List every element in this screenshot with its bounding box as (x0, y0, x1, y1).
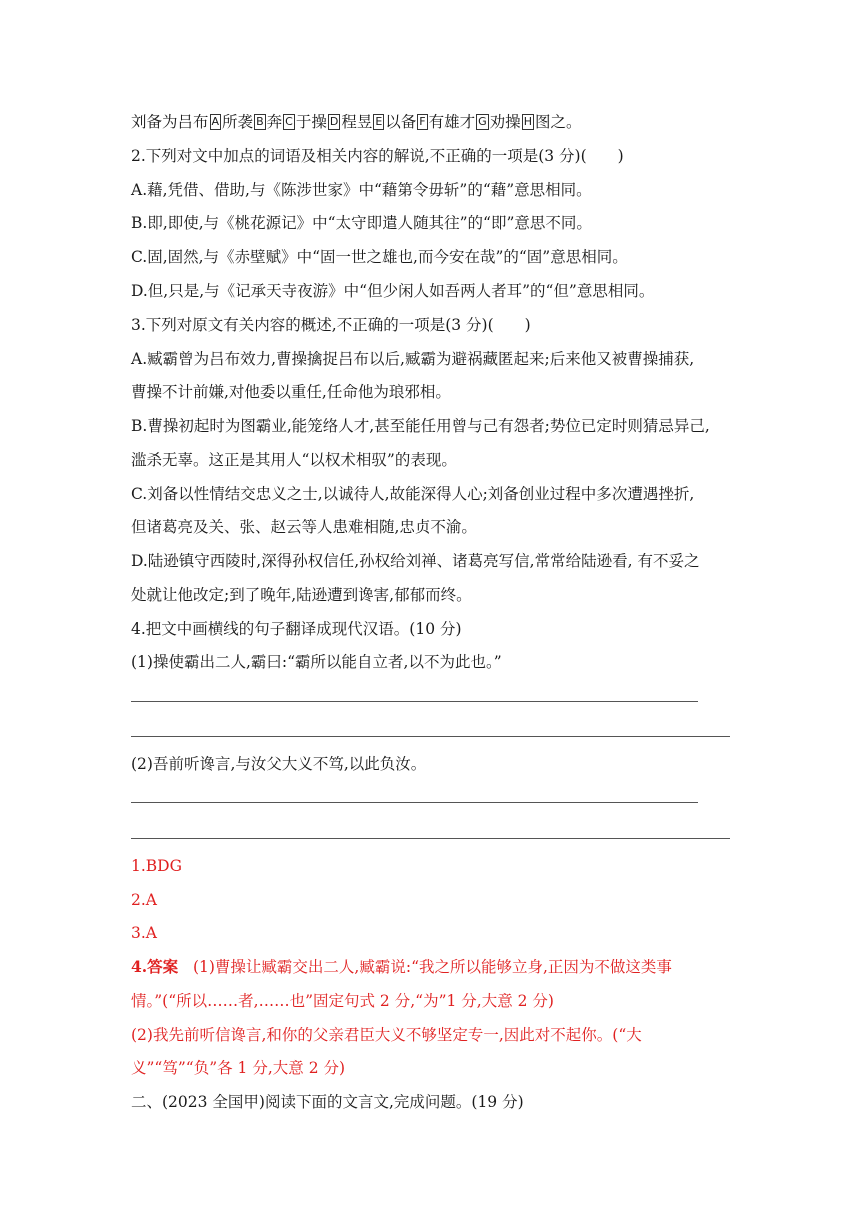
marker-box: F (419, 115, 426, 128)
q1-segment: 刘备为吕布 (131, 113, 209, 131)
answer-4-line4: 义”“笃”“负”各 1 分,大意 2 分) (131, 1059, 346, 1077)
q3-option-a-line1: A.臧霸曾为吕布效力,曹操擒捉吕布以后,臧霸为避祸藏匿起来;后来他又被曹操捕获, (131, 350, 695, 368)
q1-segment: 劝操 (489, 113, 521, 131)
q1-sentence (131, 111, 751, 133)
marker-box: B (256, 115, 264, 128)
q2-option-c: C.固,固然,与《赤壁赋》中“固一世之雄也,而今安在哉”的“固”意思相同。 (131, 248, 628, 266)
q3-option-c-line2: 但诸葛亮及关、张、赵云等人患难相随,忠贞不渝。 (131, 518, 477, 536)
q1-segment: 以备 (385, 113, 417, 131)
q1-segment: 于操 (295, 113, 327, 131)
q1-segment: 程昱 (341, 113, 373, 131)
answer-1: 1.BDG (131, 857, 182, 875)
answer-line (131, 736, 730, 737)
marker-box: C (285, 115, 293, 128)
answer-line (131, 838, 730, 839)
answer-line (131, 802, 698, 803)
marker-box: A (211, 115, 220, 128)
q3-option-a-line2: 曹操不计前嫌,对他委以重任,任命他为琅邪相。 (131, 383, 451, 401)
q3-stem: 3.下列对原文有关内容的概述,不正确的一项是(3 分)( ) (131, 316, 531, 334)
answer-4-line3: (2)我先前听信谗言,和你的父亲君臣大义不够坚定专一,因此对不起你。(“大 (131, 1026, 642, 1044)
q2-option-b: B.即,即使,与《桃花源记》中“太守即遣人随其往”的“即”意思不同。 (131, 214, 592, 232)
q1-segment: 奔 (266, 113, 283, 131)
answer-4-text: (1)曹操让臧霸交出二人,臧霸说:“我之所以能够立身,正因为不做这类事 (192, 958, 672, 976)
marker-box: E (375, 115, 383, 128)
q3-option-b-line1: B.曹操初起时为图霸业,能笼络人才,甚至能任用曾与己有怨者;势位已定时则猜忌异己, (131, 417, 710, 435)
q1-segment: 图之。 (534, 113, 582, 131)
q4-stem: 4.把文中画横线的句子翻译成现代汉语。(10 分) (131, 620, 462, 638)
answer-line (131, 701, 698, 702)
q1-segment: 有雄才 (428, 113, 476, 131)
q2-stem: 2.下列对文中加点的词语及相关内容的解说,不正确的一项是(3 分)( ) (131, 147, 624, 165)
q2-option-a: A.藉,凭借、借助,与《陈涉世家》中“藉第令毋斩”的“藉”意思相同。 (131, 181, 592, 199)
q4-sentence-2: (2)吾前听谗言,与汝父大义不笃,以此负汝。 (131, 755, 427, 773)
q3-option-b-line2: 滥杀无辜。这正是其用人“以权术相驭”的表现。 (131, 451, 457, 469)
q3-option-c-line1: C.刘备以性情结交忠义之士,以诚待人,故能深得人心;刘备创业过程中多次遭遇挫折, (131, 485, 695, 503)
next-section-heading: 二、(2023 全国甲)阅读下面的文言文,完成问题。(19 分) (131, 1093, 524, 1111)
q3-option-d-line2: 处就让他改定;到了晚年,陆逊遭到谗害,郁郁而终。 (131, 586, 472, 604)
q3-option-d-line1: D.陆逊镇守西陵时,深得孙权信任,孙权给刘禅、诸葛亮写信,常常给陆逊看, 有不妥之 (131, 552, 700, 570)
marker-box: H (523, 115, 532, 128)
answer-2: 2.A (131, 891, 157, 909)
q4-sentence-1: (1)操使霸出二人,霸曰:“霸所以能自立者,以不为此也。” (131, 653, 502, 671)
q1-segment: 所袭 (222, 113, 254, 131)
answer-label: 4.答案 (131, 957, 179, 976)
q2-option-d: D.但,只是,与《记承天寺夜游》中“但少闲人如吾两人者耳”的“但”意思相同。 (131, 282, 655, 300)
marker-box: G (478, 115, 487, 128)
answer-4-line2: 情。”(“所以……者,……也”固定句式 2 分,“为”1 分,大意 2 分) (131, 992, 554, 1010)
marker-box: D (329, 115, 339, 128)
answer-4-line1 (131, 956, 751, 978)
answer-3: 3.A (131, 924, 157, 942)
